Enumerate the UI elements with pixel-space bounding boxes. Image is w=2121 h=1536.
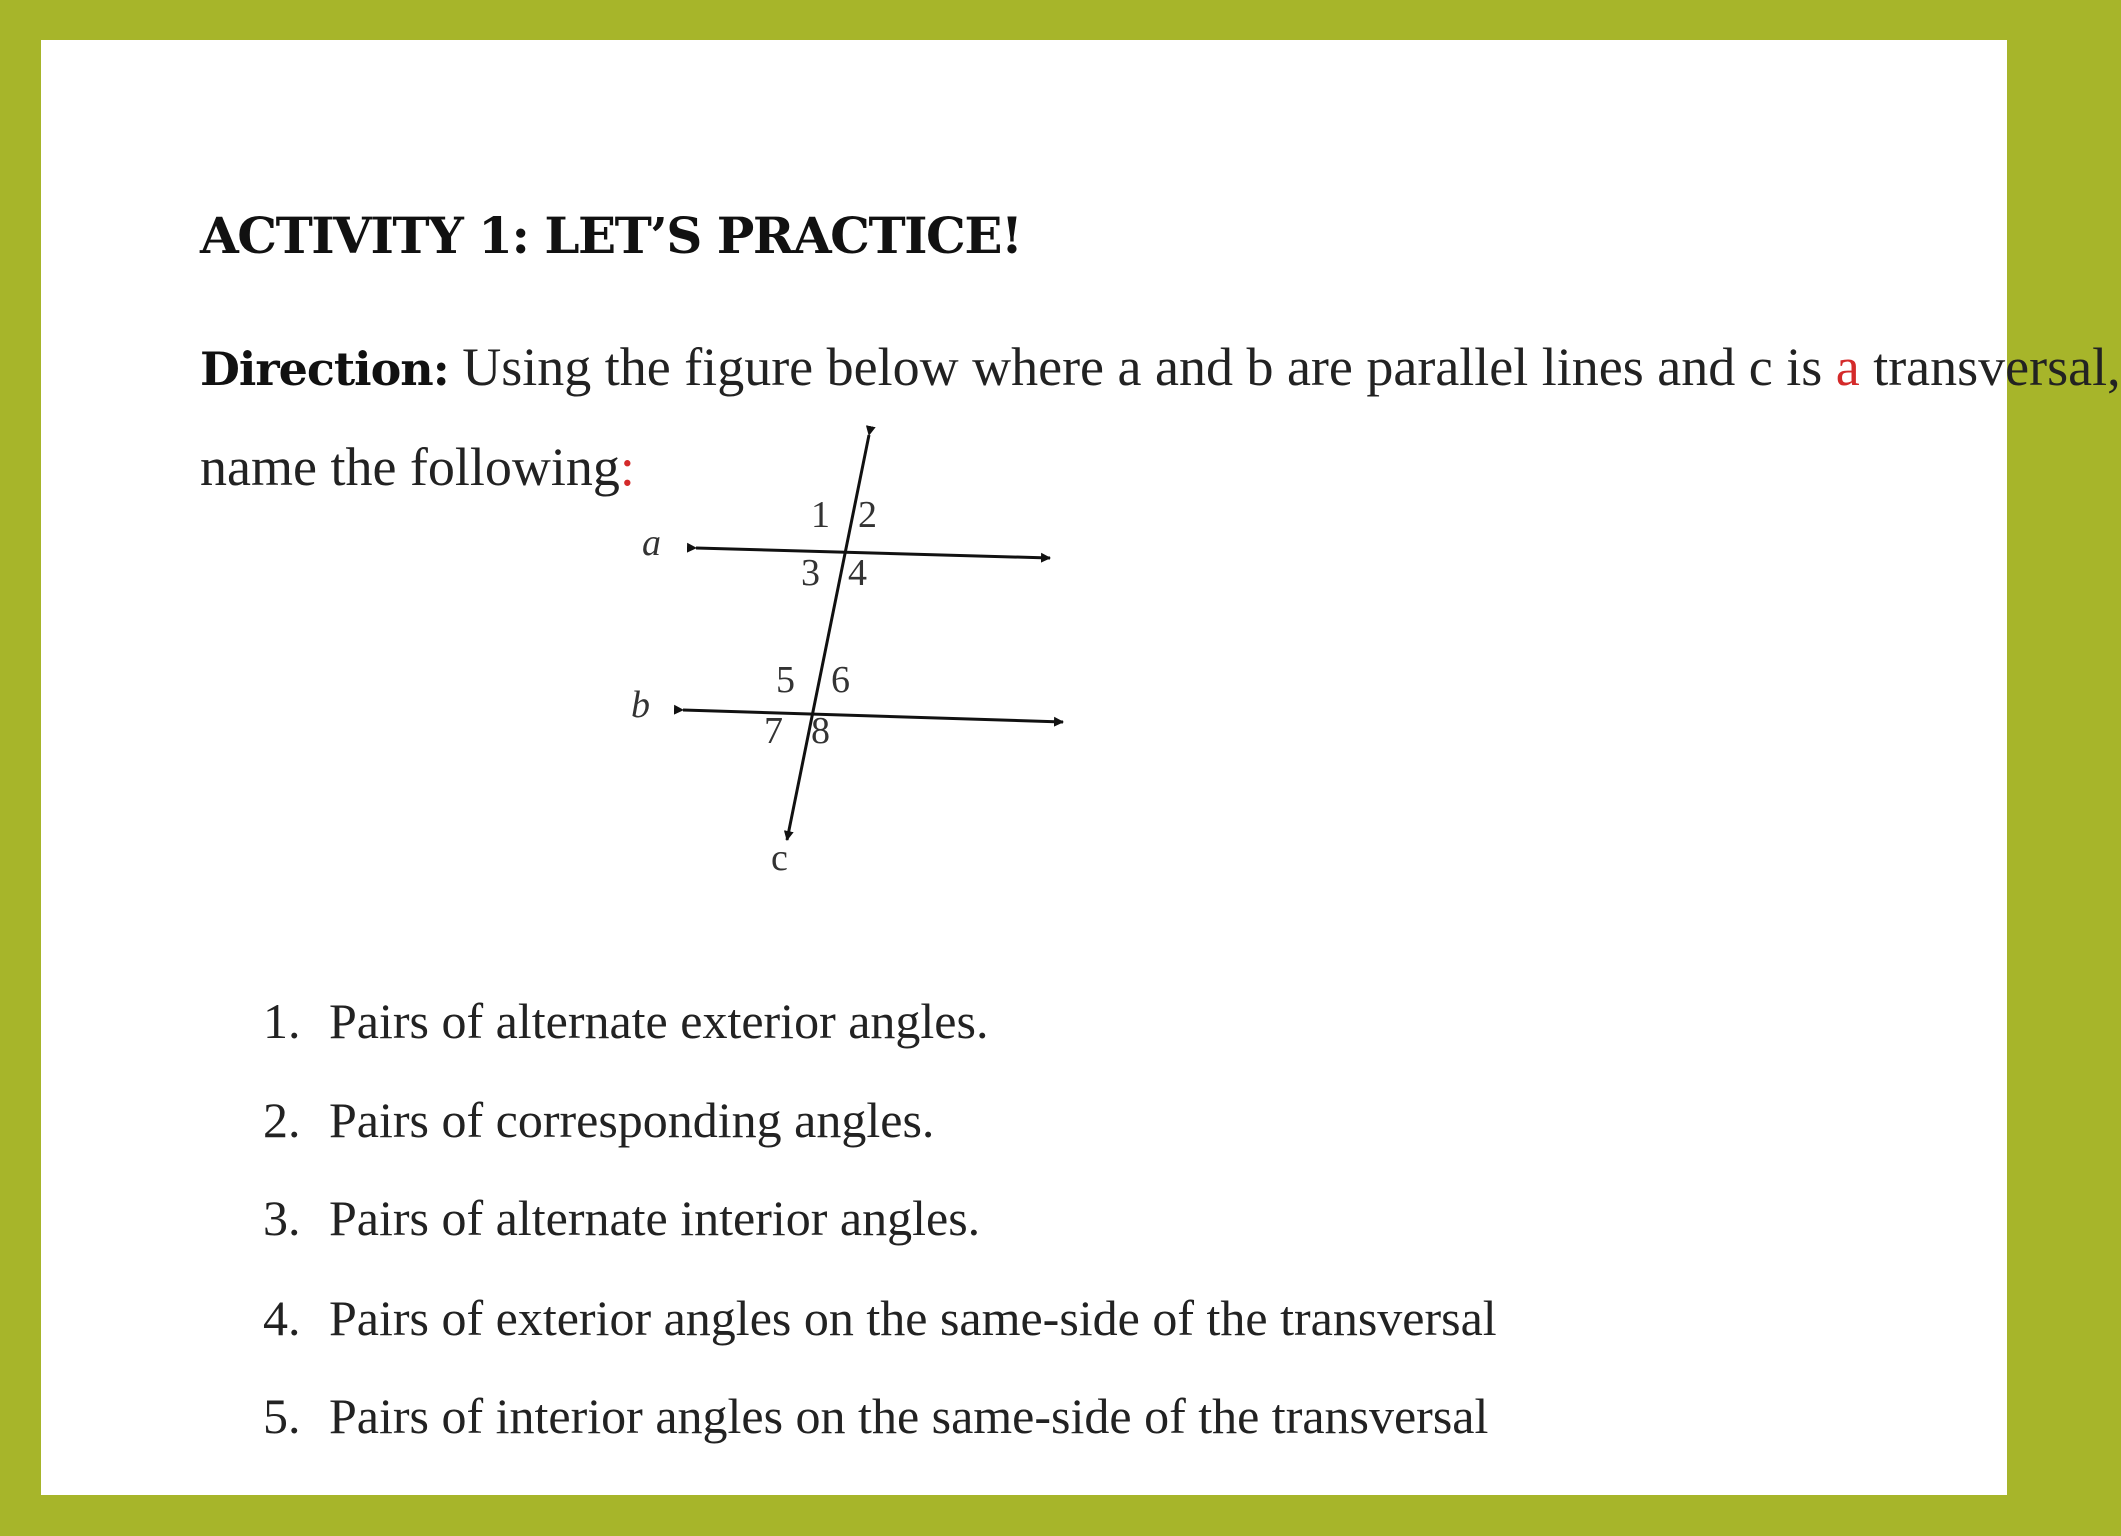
question-text: Pairs of interior angles on the same-side of the transversal xyxy=(329,1388,1489,1444)
direction-accent-word: a xyxy=(1835,337,1860,397)
direction-text-part-1: Using the figure below where a and b are parallel lines and c is xyxy=(462,337,1836,397)
activity-title: ACTIVITY 1: LET’S PRACTICE! xyxy=(200,206,1022,265)
line-c-label: c xyxy=(771,837,788,879)
direction-text-line-2: name the following xyxy=(200,437,620,497)
question-number: 1. xyxy=(263,993,301,1049)
angle-label-2: 2 xyxy=(858,494,877,536)
question-number: 5. xyxy=(263,1388,301,1444)
question-text: Pairs of corresponding angles. xyxy=(329,1092,935,1148)
direction-label: Direction: xyxy=(200,342,449,396)
parallel-lines-figure xyxy=(41,40,2007,1495)
question-number: 4. xyxy=(263,1290,301,1346)
question-item xyxy=(263,1388,1489,1444)
question-text: Pairs of alternate exterior angles. xyxy=(329,993,989,1049)
angle-label-7: 7 xyxy=(764,710,783,752)
question-item xyxy=(263,1092,935,1148)
line-a-label: a xyxy=(642,522,661,564)
direction-text-part-2: transversal, xyxy=(1859,337,2121,397)
angle-label-3: 3 xyxy=(801,552,820,594)
line-b-label: b xyxy=(631,684,650,726)
question-item xyxy=(263,1290,1497,1346)
activity-sheet xyxy=(41,40,2121,1495)
question-number: 2. xyxy=(263,1092,301,1148)
angle-label-4: 4 xyxy=(848,552,867,594)
line-a xyxy=(696,548,1050,558)
question-number: 3. xyxy=(263,1190,301,1246)
angle-label-1: 1 xyxy=(811,494,830,536)
question-text: Pairs of exterior angles on the same-side of the transversal xyxy=(329,1290,1497,1346)
angle-label-6: 6 xyxy=(831,659,850,701)
question-item xyxy=(263,1190,981,1246)
angle-label-8: 8 xyxy=(811,710,830,752)
question-item xyxy=(263,993,989,1049)
line-b xyxy=(683,710,1063,722)
angle-label-5: 5 xyxy=(776,659,795,701)
question-text: Pairs of alternate interior angles. xyxy=(329,1190,981,1246)
direction-colon: : xyxy=(619,437,635,497)
